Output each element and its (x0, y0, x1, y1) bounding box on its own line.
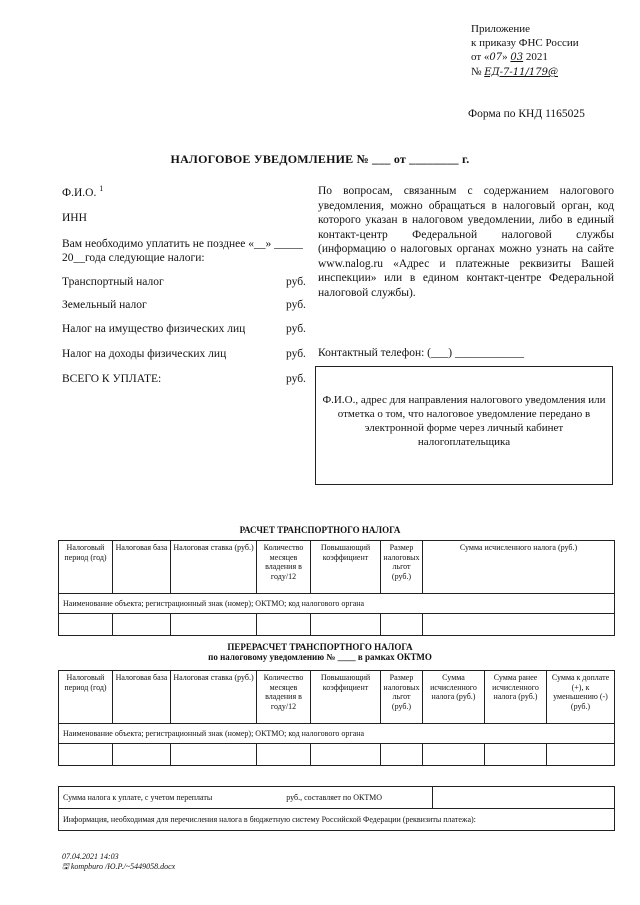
sum-unit: руб., составляет по ОКТМО (286, 792, 382, 802)
footer-timestamp: 07.04.2021 14:03 (62, 852, 119, 861)
recipient-box-text: Ф.И.О., адрес для направления налогового уведомления или отметка о том, что налоговое уведомление передано в электронной форме через личный кабинет налогоплательщика (322, 394, 606, 448)
header-cell: Количество месяцев владения в году/12 (257, 671, 311, 724)
page-title: НАЛОГОВОЕ УВЕДОМЛЕНИЕ № ___ от ________ г. (170, 152, 470, 166)
header-cell: Сумма к доплате (+), к уменьшению (-) (руб.) (547, 671, 615, 724)
header-cell: Сумма исчисленного налога (руб.) (423, 541, 615, 594)
date-month: 03 (510, 52, 524, 63)
tax-row-label: Транспортный налог (62, 276, 164, 288)
recalc-table-title: ПЕРЕРАСЧЕТ ТРАНСПОРТНОГО НАЛОГА (227, 642, 413, 652)
file-icon: 🖫 (62, 862, 69, 871)
table-cell[interactable] (113, 614, 171, 636)
header-cell: Сумма исчисленного налога (руб.) (423, 671, 485, 724)
table-cell[interactable] (113, 744, 171, 766)
table-cell[interactable] (381, 614, 423, 636)
appendix-line1: Приложение (471, 23, 531, 35)
header-cell: Налоговая ставка (руб.) (171, 541, 257, 594)
inn-label: ИНН (62, 212, 87, 224)
header-cell: Повышающий коэффициент (311, 671, 381, 724)
pay-notice: Вам необходимо уплатить не позднее «__» _____ 20__года следующие налоги: (62, 238, 303, 264)
date-year: 2021 (525, 51, 548, 63)
calc-table-title: РАСЧЕТ ТРАНСПОРТНОГО НАЛОГА (239, 525, 401, 535)
table-cell[interactable] (257, 744, 311, 766)
header-cell: Налоговый период (год) (59, 541, 113, 594)
table-cell[interactable] (423, 744, 485, 766)
header-cell: Налоговая ставка (руб.) (171, 671, 257, 724)
table-cell[interactable] (311, 614, 381, 636)
summary-table (58, 786, 615, 831)
table-cell[interactable] (423, 614, 615, 636)
appendix-block (471, 22, 631, 80)
recipient-box (315, 366, 613, 485)
table-cell[interactable] (485, 744, 547, 766)
header-cell: Налоговая база (113, 541, 171, 594)
header-cell: Повышающий коэффициент (311, 541, 381, 594)
table-cell[interactable] (171, 614, 257, 636)
header-cell: Количество месяцев владения в году/12 (257, 541, 311, 594)
tax-row-label: Налог на имущество физических лиц (62, 323, 246, 335)
tax-row-unit: руб. (286, 276, 306, 288)
tax-row-unit: руб. (286, 299, 306, 311)
table-cell[interactable] (547, 744, 615, 766)
table-cell[interactable] (59, 614, 113, 636)
oktmo-cell[interactable] (433, 787, 615, 809)
header-cell: Сумма ранее исчисленного налога (руб.) (485, 671, 547, 724)
header-cell: Размер налоговых льгот (руб.) (381, 541, 423, 594)
date-day: 07 (489, 52, 503, 63)
appendix-line2: к приказу ФНС России (471, 37, 579, 49)
calc-table (58, 540, 615, 636)
table-cell[interactable] (257, 614, 311, 636)
table-cell[interactable] (171, 744, 257, 766)
header-cell: Налоговый период (год) (59, 671, 113, 724)
tax-row-unit: руб. (286, 348, 306, 360)
fio-label: Ф.И.О. $^1$ (62, 184, 104, 199)
recalc-table-subtitle: по налоговому уведомлению № ____ в рамках ОКТМО (208, 652, 432, 662)
table-cell[interactable] (381, 744, 423, 766)
contact-phone: Контактный телефон: (___) ____________ (318, 347, 524, 359)
total-unit: руб. (286, 373, 306, 385)
order-number: ЕД-7-11/179@ (484, 67, 558, 78)
recalc-table (58, 670, 615, 766)
form-code: Форма по КНД 1165025 (468, 108, 585, 120)
payment-info-row: Информация, необходимая для перечисления налога в бюджетную систему Российской Федерации (реквизиты платежа): (59, 809, 615, 831)
tax-row-label: Земельный налог (62, 299, 147, 311)
object-row: Наименование объекта; регистрационный знак (номер); ОКТМО; код налогового органа (59, 594, 615, 614)
appendix-date: от «07» 03 2021 (471, 51, 548, 63)
contact-info: По вопросам, связанным с содержанием налогового уведомления, можно обращаться в налоговый орган, код которого указан в налоговом уведомлении, либо в единый контакт-центр Федеральной налоговой службы (информацию о налоговых органах можно узнать на сайте www.nalog.ru «Адрес и платежные реквизиты Вашей инспекции» или в едином контакт-центре Федеральной налоговой службы). (318, 185, 614, 299)
tax-row-unit: руб. (286, 323, 306, 335)
sum-row (59, 787, 433, 809)
header-cell: Размер налоговых льгот (руб.) (381, 671, 423, 724)
total-label: ВСЕГО К УПЛАТЕ: (62, 373, 162, 385)
footer (62, 852, 175, 872)
table-cell[interactable] (311, 744, 381, 766)
appendix-number: № ЕД-7-11/179@ (471, 66, 558, 78)
sum-label: Сумма налога к уплате, с учетом переплаты (63, 792, 213, 802)
tax-row-label: Налог на доходы физических лиц (62, 348, 227, 360)
header-cell: Налоговая база (113, 671, 171, 724)
footer-file: 🖫 kompburo /Ю.Р./~5449058.docx (62, 862, 176, 871)
table-cell[interactable] (59, 744, 113, 766)
object-row: Наименование объекта; регистрационный знак (номер); ОКТМО; код налогового органа (59, 724, 615, 744)
